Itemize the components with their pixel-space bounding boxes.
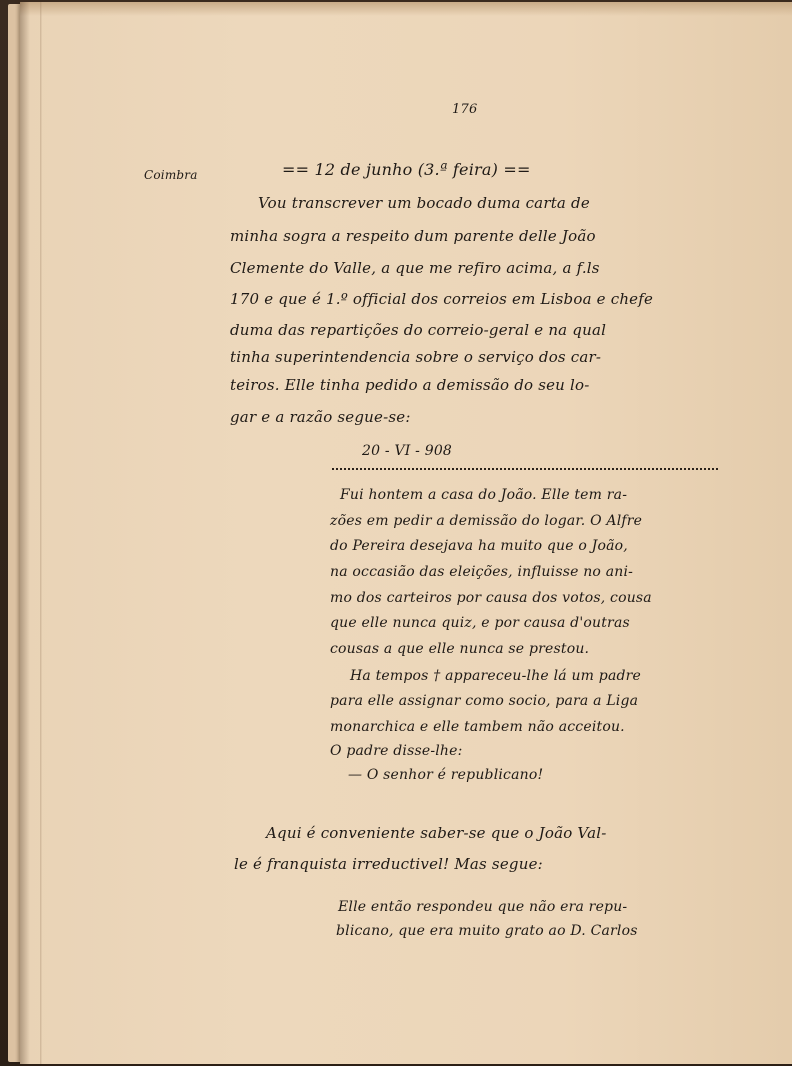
letter-line: do Pereira desejava ha muito que o João, (330, 538, 628, 554)
letter-line: monarchica e elle tambem não acceitou. (330, 719, 625, 735)
entry-line: 170 e que é 1.º official dos correios em Lisboa e chefe (230, 290, 654, 308)
letter-line: para elle assignar como socio, para a Liga (330, 693, 639, 709)
date-heading: == 12 de junho (3.ª feira) == (282, 160, 531, 179)
letter-line: na occasião das eleições, influisse no ani- (330, 564, 634, 580)
entry-line: teiros. Elle tinha pedido a demissão do seu lo- (230, 376, 590, 394)
entry-line: minha sogra a respeito dum parente delle João (230, 227, 596, 245)
entry-line: gar e a razão segue-se: (230, 408, 411, 426)
letter-line: Fui hontem a casa do João. Elle tem ra- (340, 487, 628, 503)
page-top-edge (20, 2, 792, 16)
closing-line: Aqui é conveniente saber-se que o João Val- (266, 824, 607, 842)
letter-line: cousas a que elle nunca se prestou. (330, 641, 590, 657)
entry-line: Vou transcrever um bocado duma carta de (258, 194, 590, 212)
margin-rule (40, 2, 42, 1064)
manuscript-page (20, 2, 792, 1064)
place-name: Coimbra (144, 168, 198, 182)
letter-line: zões em pedir a demissão do logar. O Alfre (330, 513, 643, 529)
letter-line: mo dos carteiros por causa dos votos, cousa (330, 590, 652, 606)
entry-line (230, 350, 601, 365)
entry-line-text: tinha superintendencia sobre o serviço dos car- (230, 348, 602, 366)
letter-line: que elle nunca quiz, e por causa d'outras (330, 615, 630, 631)
page-number: 176 (452, 102, 478, 117)
entry-line: Clemente do Valle, a que me refiro acima, a f.ls (230, 259, 600, 277)
closing-line: le é franquista irreductivel! Mas segue: (234, 855, 543, 873)
dotted-separator (332, 468, 718, 470)
letter-line: Ha tempos † appareceu-lhe lá um padre (350, 668, 642, 684)
letter-line: — O senhor é republicano! (348, 767, 544, 783)
letter-date: 20 - VI - 908 (362, 443, 453, 459)
entry-line: duma das repartições do correio-geral e na qual (230, 321, 607, 339)
letter-line: O padre disse-lhe: (330, 743, 463, 759)
final-line: blicano, que era muito grato ao D. Carlos (336, 923, 638, 939)
binding-shadow (20, 2, 30, 1064)
final-line: Elle então respondeu que não era repu- (338, 899, 628, 915)
